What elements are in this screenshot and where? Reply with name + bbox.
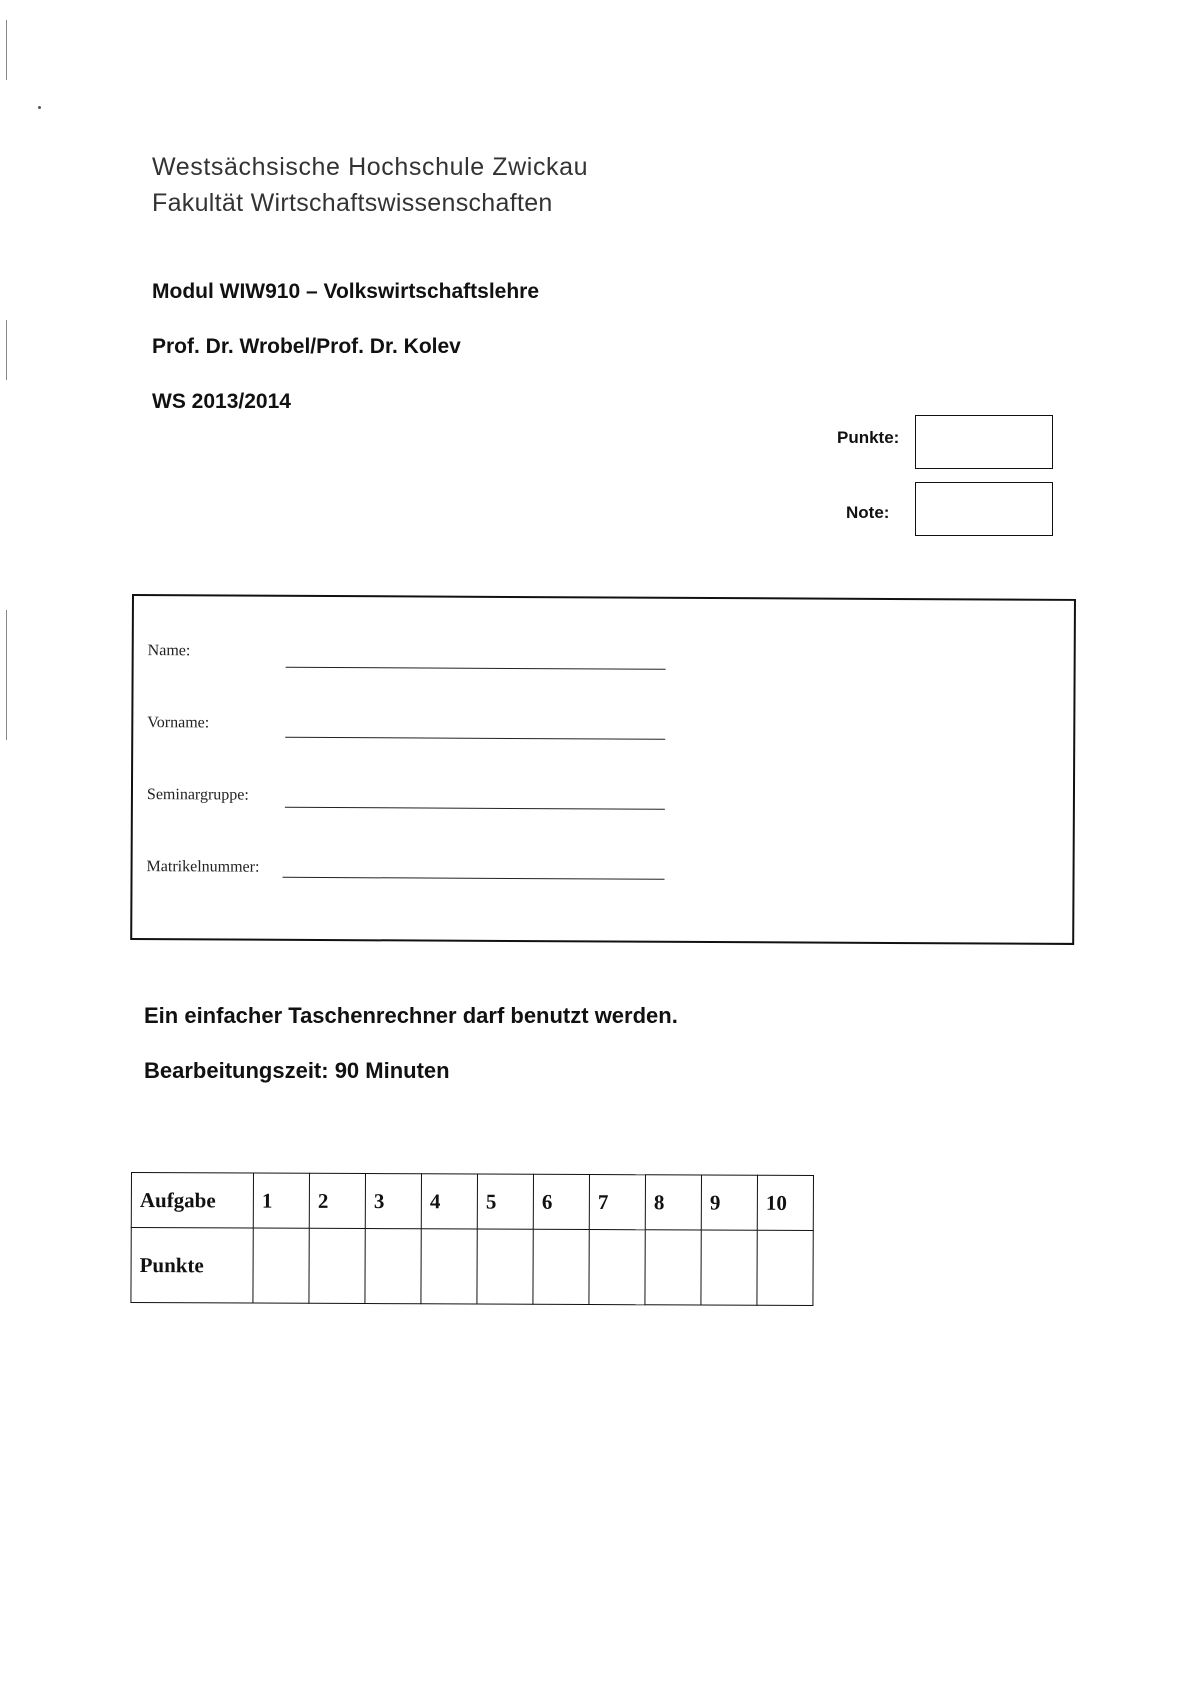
duration-instruction: Bearbeitungszeit: 90 Minuten xyxy=(144,1058,450,1083)
points-cell[interactable] xyxy=(533,1229,589,1304)
points-cell[interactable] xyxy=(757,1230,813,1305)
points-cell[interactable] xyxy=(477,1229,533,1304)
task-number-cell: 4 xyxy=(421,1174,477,1229)
matriculation-number-field[interactable] xyxy=(283,877,665,880)
task-header-row xyxy=(131,1173,813,1231)
seminar-group-field[interactable] xyxy=(285,807,665,810)
task-number-cell: 6 xyxy=(533,1174,589,1229)
grade-label: Note: xyxy=(846,503,890,522)
points-cell[interactable] xyxy=(365,1229,421,1304)
module-title: Modul WIW910 – Volkswirtschaftslehre xyxy=(152,280,540,303)
name-field[interactable] xyxy=(286,667,666,670)
points-row xyxy=(131,1228,813,1306)
points-cell[interactable] xyxy=(421,1229,477,1304)
university-name: Westsächsische Hochschule Zwickau xyxy=(152,153,589,181)
task-number-cell: 1 xyxy=(253,1173,309,1228)
points-cell[interactable] xyxy=(253,1228,309,1303)
task-number-cell: 2 xyxy=(309,1173,365,1228)
scan-speck xyxy=(6,20,7,80)
student-info-box xyxy=(130,594,1076,945)
points-label: Punkte: xyxy=(837,428,900,447)
faculty-name: Fakultät Wirtschaftswissenschaften xyxy=(152,189,553,217)
scan-speck xyxy=(6,610,7,740)
task-number-cell: 5 xyxy=(477,1174,533,1229)
points-box[interactable] xyxy=(915,415,1053,469)
scan-speck xyxy=(6,320,7,380)
first-name-field[interactable] xyxy=(285,737,665,740)
first-name-label: Vorname: xyxy=(147,714,210,732)
points-cell[interactable] xyxy=(645,1230,701,1305)
task-number-cell: 8 xyxy=(645,1175,701,1230)
points-row-label: Punkte xyxy=(131,1228,253,1304)
task-number-cell: 3 xyxy=(365,1174,421,1229)
seminar-group-label: Seminargruppe: xyxy=(146,786,249,804)
points-cell[interactable] xyxy=(309,1228,365,1303)
professors: Prof. Dr. Wrobel/Prof. Dr. Kolev xyxy=(152,335,461,358)
name-label: Name: xyxy=(147,642,191,660)
semester: WS 2013/2014 xyxy=(152,390,291,413)
task-number-cell: 7 xyxy=(589,1175,645,1230)
task-number-cell: 9 xyxy=(701,1175,757,1230)
points-cell[interactable] xyxy=(589,1230,645,1305)
calculator-instruction: Ein einfacher Taschenrechner darf benutzt werden. xyxy=(144,1003,678,1028)
grade-box[interactable] xyxy=(915,482,1053,536)
points-cell[interactable] xyxy=(701,1230,757,1305)
points-table xyxy=(130,1172,814,1306)
task-number-cell: 10 xyxy=(757,1175,813,1230)
task-header-label: Aufgabe xyxy=(131,1173,253,1229)
matriculation-number-label: Matrikelnummer: xyxy=(146,858,260,876)
scan-speck xyxy=(38,106,41,109)
